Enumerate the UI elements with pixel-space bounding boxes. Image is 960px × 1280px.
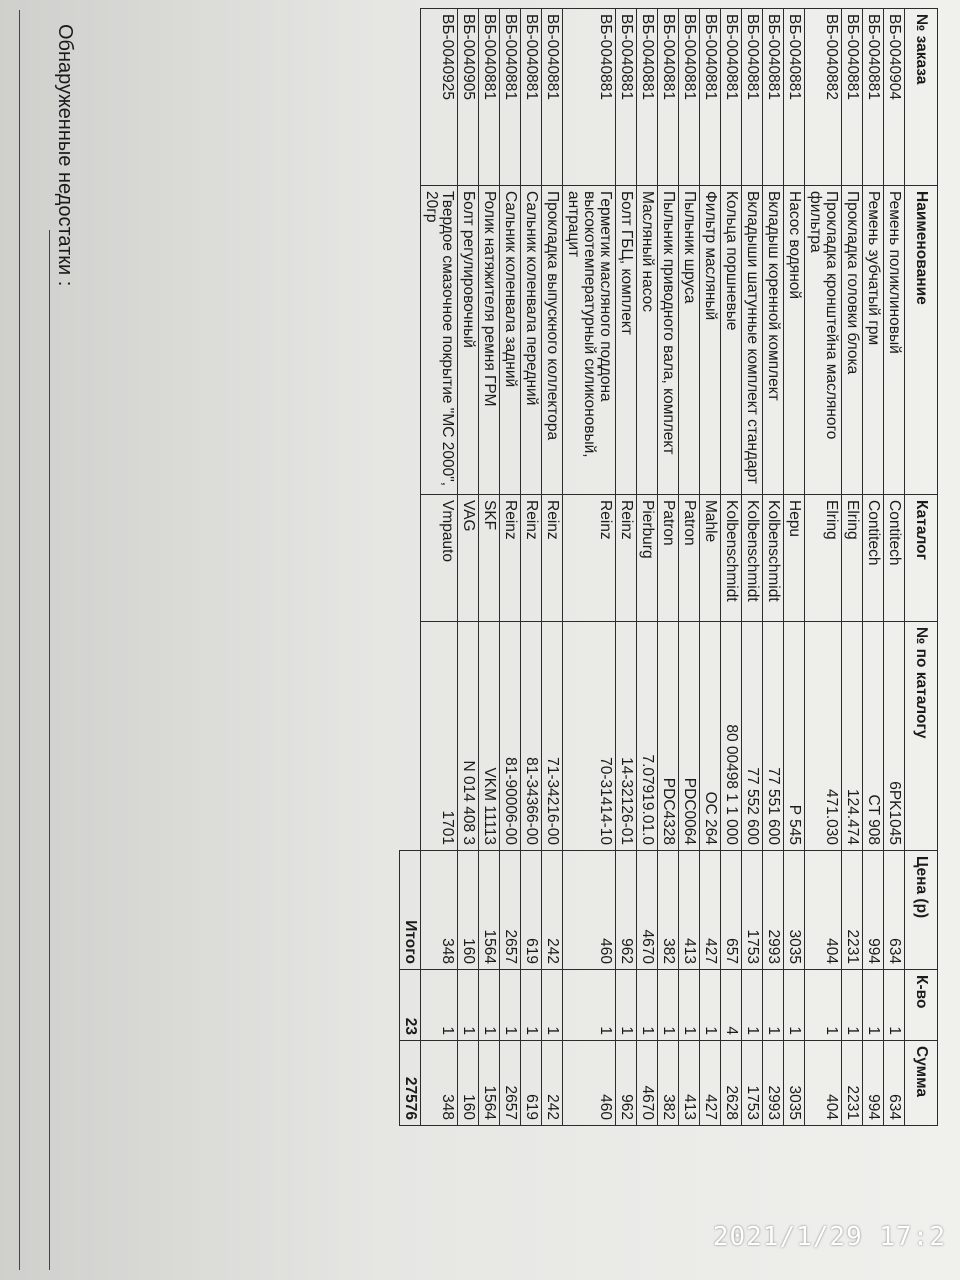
cell-price: 460: [563, 851, 616, 970]
cell-order: ВБ-0040881: [784, 9, 805, 186]
table-row: [842, 9, 863, 1126]
cell-quantity: 1: [763, 970, 784, 1041]
cell-quantity: 1: [842, 970, 863, 1041]
cell-price: 994: [863, 851, 884, 970]
cell-sum: 427: [700, 1041, 721, 1126]
photo-timestamp: 2021/1/29 17:2: [712, 1222, 946, 1252]
cell-sum: 348: [421, 1041, 458, 1126]
cell-quantity: 1: [742, 970, 763, 1041]
cell-price: 619: [521, 851, 542, 970]
cell-catalog: Vmpauto: [421, 495, 458, 622]
header-quantity: К-во: [905, 970, 938, 1041]
cell-sum: 413: [679, 1041, 700, 1126]
cell-price: 427: [700, 851, 721, 970]
cell-catalog-number: 124.474: [842, 622, 863, 851]
cell-price: 3035: [784, 851, 805, 970]
total-row: [400, 9, 421, 1126]
cell-order: ВБ-0040881: [742, 9, 763, 186]
cell-name: Ремень поликлиновый: [884, 186, 905, 495]
cell-catalog-number: VKM 11113: [479, 622, 500, 851]
table-row: [700, 9, 721, 1126]
cell-catalog: Pierburg: [637, 495, 658, 622]
table-row: [421, 9, 458, 1126]
cell-catalog: Mahle: [700, 495, 721, 622]
cell-catalog-number: 80 00498 1 1 000: [721, 622, 742, 851]
cell-name: Твердое смазочное покрытие "МС 2000", 20гр: [421, 186, 458, 495]
total-sum: 27576: [400, 1041, 421, 1126]
cell-quantity: 1: [658, 970, 679, 1041]
cell-price: 4670: [637, 851, 658, 970]
cell-order: ВБ-0040904: [884, 9, 905, 186]
header-catalog-number: № по каталогу: [905, 622, 938, 851]
cell-name: Насос водяной: [784, 186, 805, 495]
cell-quantity: 1: [884, 970, 905, 1041]
cell-name: Прокладка головки блока: [842, 186, 863, 495]
cell-sum: 962: [616, 1041, 637, 1126]
cell-order: ВБ-0040881: [658, 9, 679, 186]
cell-catalog: Kolbenschmidt: [742, 495, 763, 622]
header-name: Наименование: [905, 186, 938, 495]
cell-quantity: 1: [542, 970, 563, 1041]
cell-catalog-number: 14-32126-01: [616, 622, 637, 851]
cell-quantity: 1: [700, 970, 721, 1041]
cell-catalog: Reinz: [521, 495, 542, 622]
cell-catalog-number: 71-34216-00: [542, 622, 563, 851]
cell-price: 657: [721, 851, 742, 970]
cell-catalog-number: 7.07919.01.0: [637, 622, 658, 851]
cell-catalog: Contitech: [863, 495, 884, 622]
cell-name: Прокладка выпускного коллектора: [542, 186, 563, 495]
cell-catalog-number: 81-90006-00: [500, 622, 521, 851]
table-row: [458, 9, 479, 1126]
cell-sum: 1564: [479, 1041, 500, 1126]
cell-catalog-number: OC 264: [700, 622, 721, 851]
cell-quantity: 1: [805, 970, 842, 1041]
cell-order: ВБ-0040882: [805, 9, 842, 186]
cell-quantity: 1: [458, 970, 479, 1041]
cell-catalog-number: PDC4328: [658, 622, 679, 851]
cell-sum: 994: [863, 1041, 884, 1126]
cell-price: 1564: [479, 851, 500, 970]
table-row: [479, 9, 500, 1126]
cell-quantity: 1: [421, 970, 458, 1041]
table-body: [421, 9, 905, 1126]
cell-price: 2993: [763, 851, 784, 970]
cell-catalog: Elring: [805, 495, 842, 622]
header-sum: Сумма: [905, 1041, 938, 1126]
table-row: [721, 9, 742, 1126]
cell-catalog: Reinz: [616, 495, 637, 622]
cell-quantity: 1: [784, 970, 805, 1041]
cell-catalog: Hepu: [784, 495, 805, 622]
header-catalog: Каталог: [905, 495, 938, 622]
cell-name: Сальник коленвала задний: [500, 186, 521, 495]
cell-price: 413: [679, 851, 700, 970]
table-header-row: [905, 9, 938, 1126]
cell-catalog: Contitech: [884, 495, 905, 622]
cell-name: Прокладка кронштейна масляного фильтра: [805, 186, 842, 495]
table-row: [863, 9, 884, 1126]
cell-catalog-number: PDC0064: [679, 622, 700, 851]
total-label: Итого: [400, 851, 421, 970]
cell-price: 382: [658, 851, 679, 970]
order-table: [399, 8, 938, 1126]
cell-price: 634: [884, 851, 905, 970]
table-row: [521, 9, 542, 1126]
cell-order: ВБ-0040881: [721, 9, 742, 186]
table-row: [658, 9, 679, 1126]
cell-catalog: Reinz: [563, 495, 616, 622]
cell-name: Кольца поршневые: [721, 186, 742, 495]
cell-catalog-number: 6PK1045: [884, 622, 905, 851]
cell-name: Болт регулировочный: [458, 186, 479, 495]
cell-catalog-number: 471.030: [805, 622, 842, 851]
cell-catalog: VAG: [458, 495, 479, 622]
cell-catalog-number: 81-34366-00: [521, 622, 542, 851]
table-row: [679, 9, 700, 1126]
cell-quantity: 1: [500, 970, 521, 1041]
table-row: [805, 9, 842, 1126]
header-order: № заказа: [905, 9, 938, 186]
defects-label: Обнаруженные недостатки :: [54, 24, 76, 287]
cell-quantity: 1: [637, 970, 658, 1041]
cell-sum: 1753: [742, 1041, 763, 1126]
cell-name: Сальник коленвала передний: [521, 186, 542, 495]
cell-name: Ремень зубчатый грм: [863, 186, 884, 495]
cell-catalog-number: CT 908: [863, 622, 884, 851]
table-row: [742, 9, 763, 1126]
cell-order: ВБ-0040881: [842, 9, 863, 186]
cell-sum: 3035: [784, 1041, 805, 1126]
cell-quantity: 1: [479, 970, 500, 1041]
cell-sum: 404: [805, 1041, 842, 1126]
cell-catalog: Patron: [679, 495, 700, 622]
cell-sum: 382: [658, 1041, 679, 1126]
cell-price: 242: [542, 851, 563, 970]
cell-sum: 4670: [637, 1041, 658, 1126]
cell-catalog: Reinz: [542, 495, 563, 622]
cell-sum: 2993: [763, 1041, 784, 1126]
cell-order: ВБ-0040881: [616, 9, 637, 186]
cell-catalog: SKF: [479, 495, 500, 622]
cell-sum: 634: [884, 1041, 905, 1126]
cell-quantity: 1: [863, 970, 884, 1041]
cell-order: ВБ-0040881: [563, 9, 616, 186]
table-row: [616, 9, 637, 1126]
cell-name: Вкладыши шатунные комплект стандарт: [742, 186, 763, 495]
cell-sum: 2231: [842, 1041, 863, 1126]
cell-sum: 460: [563, 1041, 616, 1126]
cell-order: ВБ-0040905: [458, 9, 479, 186]
table-row: [500, 9, 521, 1126]
cell-name: Масляный насос: [637, 186, 658, 495]
table-row: [542, 9, 563, 1126]
cell-name: Ролик натяжителя ремня ГРМ: [479, 186, 500, 495]
cell-name: Фильтр масляный: [700, 186, 721, 495]
cell-price: 2231: [842, 851, 863, 970]
total-quantity: 23: [400, 970, 421, 1041]
cell-order: ВБ-0040881: [542, 9, 563, 186]
cell-order: ВБ-0040881: [863, 9, 884, 186]
defects-line: [19, 10, 20, 1270]
total-spacer: [400, 9, 421, 851]
cell-order: ВБ-0040881: [521, 9, 542, 186]
cell-catalog-number: P 545: [784, 622, 805, 851]
table-row: [637, 9, 658, 1126]
cell-order: ВБ-0040881: [763, 9, 784, 186]
table-row: [763, 9, 784, 1126]
cell-order: ВБ-0040881: [679, 9, 700, 186]
cell-order: ВБ-0040881: [637, 9, 658, 186]
cell-catalog-number: 70-31414-10: [563, 622, 616, 851]
cell-catalog: Patron: [658, 495, 679, 622]
cell-name: Вкладыш коренной комплект: [763, 186, 784, 495]
cell-name: Герметик масляного поддона высокотемпературный силиконовый, антрацит: [563, 186, 616, 495]
cell-quantity: 1: [679, 970, 700, 1041]
cell-price: 2657: [500, 851, 521, 970]
cell-quantity: 4: [721, 970, 742, 1041]
header-price: Цена (р): [905, 851, 938, 970]
cell-catalog-number: N 014 408 3: [458, 622, 479, 851]
cell-sum: 619: [521, 1041, 542, 1126]
cell-order: ВБ-0040881: [500, 9, 521, 186]
cell-sum: 2657: [500, 1041, 521, 1126]
cell-sum: 2628: [721, 1041, 742, 1126]
table-row: [884, 9, 905, 1126]
cell-name: Болт ГБЦ, комплект: [616, 186, 637, 495]
cell-price: 962: [616, 851, 637, 970]
cell-name: Пыльник шруса: [679, 186, 700, 495]
cell-catalog-number: 77 551 600: [763, 622, 784, 851]
cell-catalog: Kolbenschmidt: [763, 495, 784, 622]
cell-sum: 160: [458, 1041, 479, 1126]
cell-name: Пыльник приводного вала, комплект: [658, 186, 679, 495]
cell-price: 160: [458, 851, 479, 970]
cell-catalog-number: 1701: [421, 622, 458, 851]
table-row: [784, 9, 805, 1126]
cell-order: ВБ-0040925: [421, 9, 458, 186]
cell-price: 1753: [742, 851, 763, 970]
cell-order: ВБ-0040881: [700, 9, 721, 186]
cell-price: 404: [805, 851, 842, 970]
cell-catalog: Reinz: [500, 495, 521, 622]
defects-line: [49, 230, 50, 1270]
cell-quantity: 1: [563, 970, 616, 1041]
cell-catalog: Kolbenschmidt: [721, 495, 742, 622]
cell-quantity: 1: [616, 970, 637, 1041]
cell-order: ВБ-0040881: [479, 9, 500, 186]
cell-catalog: Elring: [842, 495, 863, 622]
cell-catalog-number: 77 552 600: [742, 622, 763, 851]
cell-sum: 242: [542, 1041, 563, 1126]
cell-price: 348: [421, 851, 458, 970]
cell-quantity: 1: [521, 970, 542, 1041]
table-row: [563, 9, 616, 1126]
